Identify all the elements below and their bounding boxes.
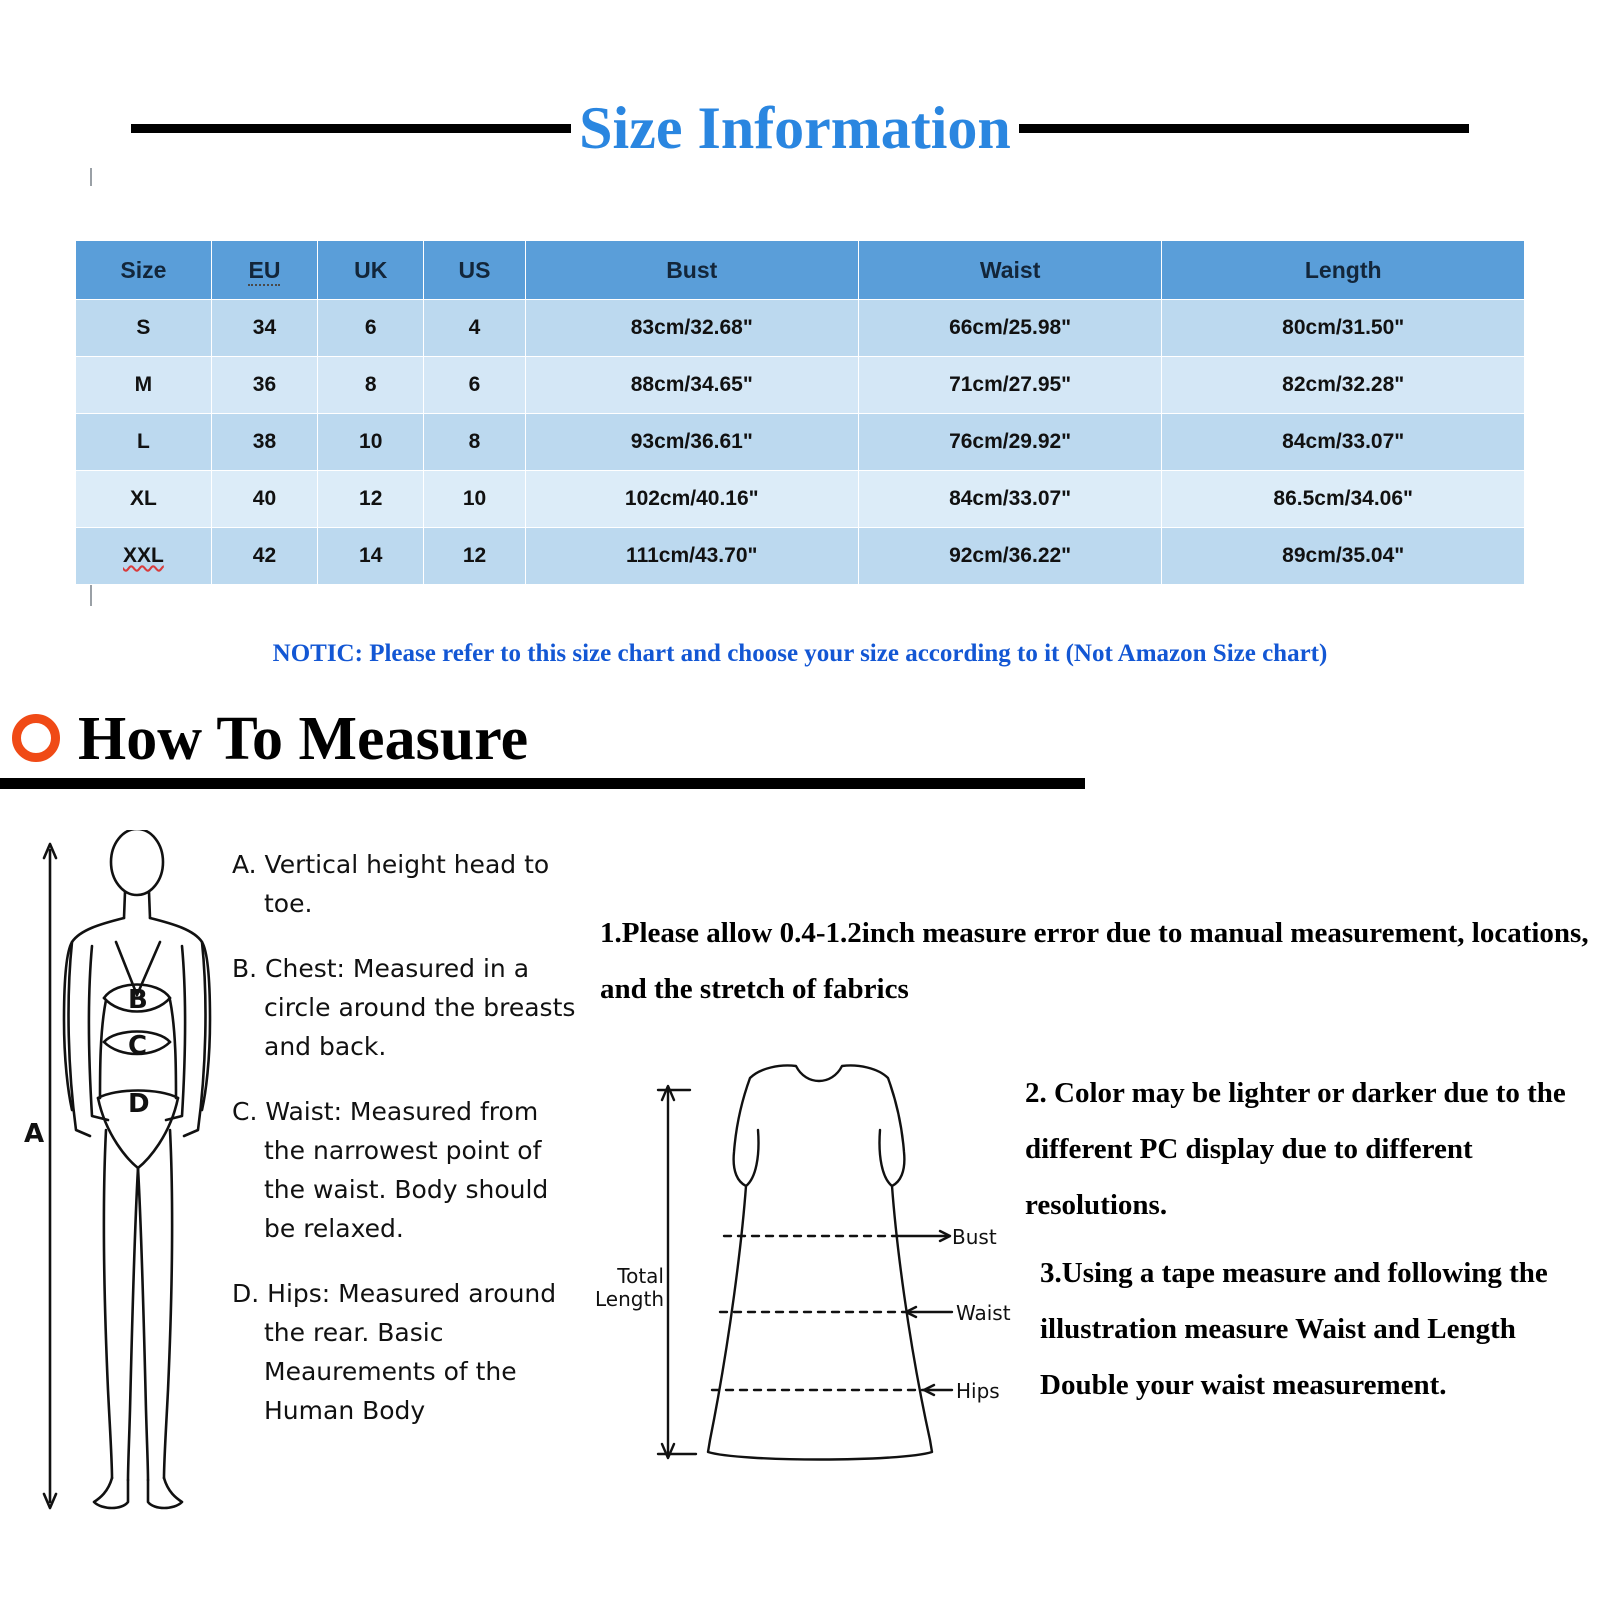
cell-uk: 14 [318,528,424,585]
figure-label-c: C [128,1031,148,1061]
table-header-row [76,241,1525,300]
label-bust: Bust [952,1225,997,1249]
figure-label-b: B [128,985,148,1015]
circle-bullet-icon [12,714,60,762]
cell-bust: 111cm/43.70" [525,528,858,585]
cell-bust: 83cm/32.68" [525,300,858,357]
cell-us: 4 [424,300,525,357]
cell-length: 80cm/31.50" [1162,300,1525,357]
label-total-length: Total Length [595,1264,664,1311]
cell-eu: 36 [211,357,317,414]
note-1: 1.Please allow 0.4-1.2inch measure error due to manual measurement, locations, and the stretch of fabrics [600,917,1589,1005]
column-header-eu: EU [211,241,317,300]
label-waist: Waist [956,1301,1011,1325]
column-header-length: Length [1162,241,1525,300]
size-chart-table [75,240,1525,585]
cell-length: 89cm/35.04" [1162,528,1525,585]
cell-eu: 40 [211,471,317,528]
column-header-size: Size [76,241,212,300]
cell-size: M [76,357,212,414]
cell-eu: 42 [211,528,317,585]
page-title: Size Information [579,95,1011,161]
figure-label-a: A [24,1119,45,1149]
instruction-c: C. Waist: Measured from the narrowest point of the waist. Body should be relaxed. [232,1097,549,1243]
cell-size: L [76,414,212,471]
cell-uk: 12 [318,471,424,528]
figure-label-d: D [128,1089,150,1119]
cell-waist: 76cm/29.92" [858,414,1162,471]
cell-size: XXL [76,528,212,585]
column-header-us: US [424,241,525,300]
column-header-bust: Bust [525,241,858,300]
page-title-row [0,88,1600,168]
cell-waist: 92cm/36.22" [858,528,1162,585]
table-row [76,528,1525,585]
dress-measurement-diagram [595,1060,1020,1530]
cell-length: 84cm/33.07" [1162,414,1525,471]
cell-bust: 102cm/40.16" [525,471,858,528]
cell-length: 86.5cm/34.06" [1162,471,1525,528]
cell-waist: 84cm/33.07" [858,471,1162,528]
female-body-outline-icon [20,830,250,1530]
cell-length: 82cm/32.28" [1162,357,1525,414]
note-3: 3.Using a tape measure and following the illustration measure Waist and Length Double your waist measurement. [1040,1257,1548,1401]
table-row [76,357,1525,414]
cell-bust: 93cm/36.61" [525,414,858,471]
instruction-a: A. Vertical height head to toe. [232,850,550,918]
how-to-measure-header [0,700,1600,810]
how-to-measure-title: How To Measure [78,705,529,773]
cell-waist: 71cm/27.95" [858,357,1162,414]
table-row [76,414,1525,471]
instruction-d: D. Hips: Measured around the rear. Basic Meaurements of the Human Body [232,1279,557,1425]
column-header-uk: UK [318,241,424,300]
cell-uk: 10 [318,414,424,471]
size-chart-notice: NOTIC: Please refer to this size chart and choose your size according to it (Not Amazon Size chart) [272,640,1328,667]
measurement-instructions-list [232,845,582,1456]
cell-size: XL [76,471,212,528]
cell-us: 12 [424,528,525,585]
cell-us: 10 [424,471,525,528]
label-hips: Hips [956,1379,1000,1403]
table-row [76,471,1525,528]
cell-us: 8 [424,414,525,471]
title-rule-right [1019,124,1469,133]
note-2: 2. Color may be lighter or darker due to the different PC display due to different resolutions. [1025,1077,1566,1221]
cell-us: 6 [424,357,525,414]
cell-bust: 88cm/34.65" [525,357,858,414]
tick-mark-top [90,168,92,186]
title-rule-left [131,124,571,133]
instruction-b: B. Chest: Measured in a circle around the breasts and back. [232,954,576,1061]
body-measurement-figure [20,830,250,1530]
cell-uk: 6 [318,300,424,357]
cell-waist: 66cm/25.98" [858,300,1162,357]
column-header-waist: Waist [858,241,1162,300]
cell-uk: 8 [318,357,424,414]
cell-eu: 34 [211,300,317,357]
cell-size: S [76,300,212,357]
cell-eu: 38 [211,414,317,471]
table-row [76,300,1525,357]
how-to-measure-rule [0,778,1085,789]
